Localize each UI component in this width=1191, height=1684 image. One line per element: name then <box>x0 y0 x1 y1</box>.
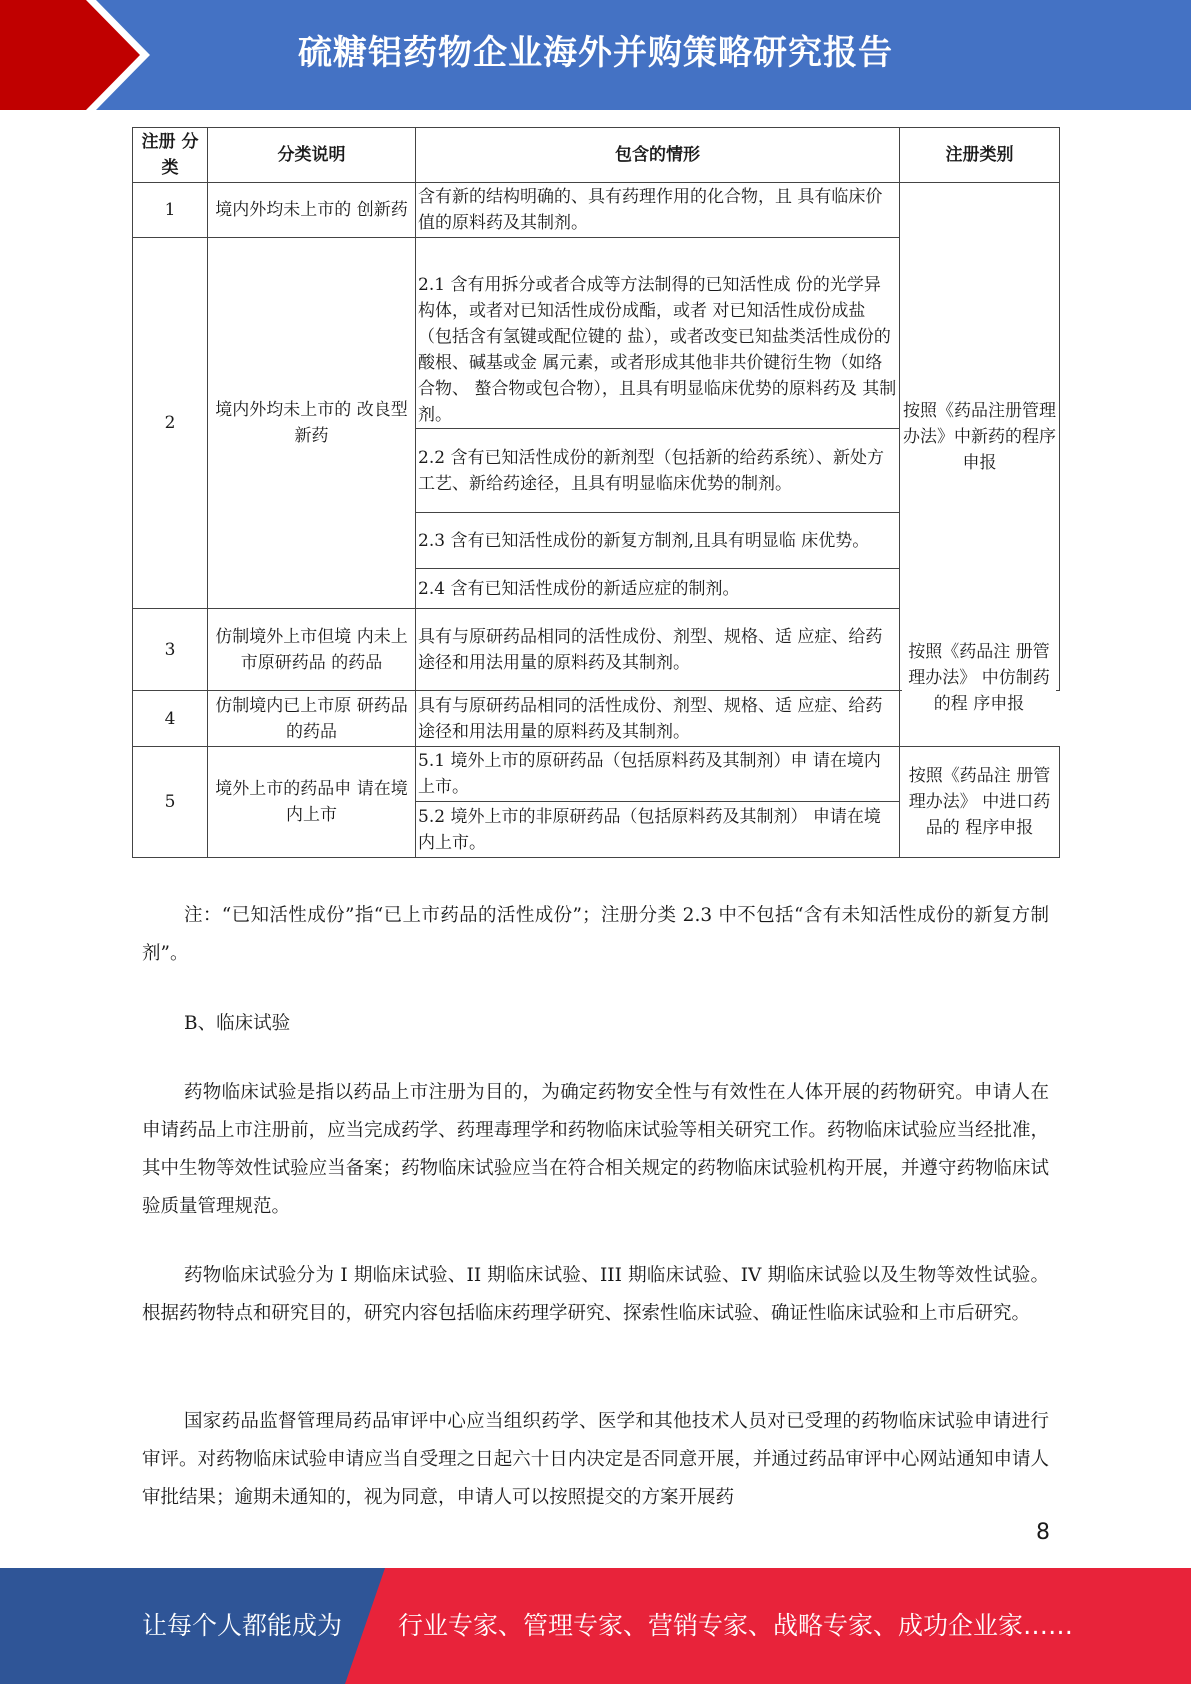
table-row <box>133 747 1060 802</box>
registration-classification-table <box>132 127 1060 858</box>
paragraph: 国家药品监督管理局药品审评中心应当组织药学、医学和其他技术人员对已受理的药物临床试验申请进行审评。对药物临床试验申请应当自受理之日起六十日内决定是否同意开展，并通过药品审评中心网站通知申请人审批结果；逾期未通知的，视为同意，申请人可以按照提交的方案开展药 <box>142 1411 1049 1508</box>
row-description: 境内外均未上市的 改良型新药 <box>208 238 416 609</box>
row-item: 5.2 境外上市的非原研药品（包括原料药及其制剂） 申请在境内上市。 <box>416 802 900 858</box>
table-note: 注：“已知活性成份”指“已上市药品的活性成份”；注册分类 2.3 中不包括“含有未知活性成份的新复方制剂”。 <box>142 905 1049 964</box>
header-cell: 注册类别 <box>900 128 1060 183</box>
page-footer <box>0 1568 1191 1684</box>
header-cell: 分类说明 <box>208 128 416 183</box>
page-header <box>0 0 1191 110</box>
category-cell: 按照《药品注 册管理办法》 中仿制药的程 序申报 <box>902 612 1056 744</box>
row-number: 5 <box>133 747 208 858</box>
row-item: 含有新的结构明确的、具有药理作用的化合物，且 具有临床价值的原料药及其制剂。 <box>416 183 900 238</box>
row-item: 2.4 含有已知活性成份的新适应症的制剂。 <box>416 569 900 609</box>
category-cell: 按照《药品注册管理办法》中新药的程序申报 <box>900 183 1060 691</box>
row-item: 2.2 含有已知活性成份的新剂型（包括新的给药系统）、新处方工艺、新给药途径，且具有明显临床优势的制剂。 <box>416 429 900 513</box>
row-number: 1 <box>133 183 208 238</box>
paragraph: 药物临床试验是指以药品上市注册为目的，为确定药物安全性与有效性在人体开展的药物研究。申请人在申请药品上市注册前，应当完成药学、药理毒理学和药物临床试验等相关研究工作。药物临床试验应当经批准，其中生物等效性试验应当备案；药物临床试验应当在符合相关规定的药物临床试验机构开展，并遵守药物临床试验质量管理规范。 <box>142 1082 1049 1217</box>
footer-slogan-right: 行业专家、管理专家、营销专家、战略专家、成功企业家…… <box>398 1611 1074 1640</box>
row-description: 境内外均未上市的 创新药 <box>208 183 416 238</box>
row-item: 2.3 含有已知活性成份的新复方制剂,且具有明显临 床优势。 <box>416 513 900 569</box>
table-header-row <box>133 128 1060 183</box>
header-cell: 包含的情形 <box>416 128 900 183</box>
report-title: 硫糖铝药物企业海外并购策略研究报告 <box>298 33 893 73</box>
paragraph: 药物临床试验分为 I 期临床试验、II 期临床试验、III 期临床试验、IV 期临床试验以及生物等效性试验。根据药物特点和研究目的，研究内容包括临床药理学研究、探索性临床试验、确证性临床试验和上市后研究。 <box>142 1265 1049 1324</box>
footer-slogan-left: 让每个人都能成为 <box>142 1611 343 1640</box>
row-number: 2 <box>133 238 208 609</box>
row-item: 2.1 含有用拆分或者合成等方法制得的已知活性成 份的光学异构体，或者对已知活性成份成酯，或者 对已知活性成份成盐（包括含有氢键或配位键的 盐），或者改变已知盐类活性成份的酸根、碱基或金 属元素，或者形成其他非共价键衍生物（如络合物、 螯合物或包合物），且具有明显临床优势的原料药及 其制剂。 <box>416 238 900 429</box>
table-row <box>133 183 1060 238</box>
row-number: 4 <box>133 691 208 747</box>
page-number: 8 <box>1036 1520 1050 1545</box>
row-item: 具有与原研药品相同的活性成份、剂型、规格、适 应症、给药途径和用法用量的原料药及其制剂。 <box>416 691 900 747</box>
row-description: 境外上市的药品申 请在境内上市 <box>208 747 416 858</box>
row-item: 具有与原研药品相同的活性成份、剂型、规格、适 应症、给药途径和用法用量的原料药及其制剂。 <box>416 609 900 691</box>
row-description: 仿制境外上市但境 内未上市原研药品 的药品 <box>208 609 416 691</box>
header-cell: 注册 分类 <box>133 128 208 183</box>
row-number: 3 <box>133 609 208 691</box>
row-description: 仿制境内已上市原 研药品的药品 <box>208 691 416 747</box>
row-item: 5.1 境外上市的原研药品（包括原料药及其制剂）申 请在境内上市。 <box>416 747 900 802</box>
category-cell: 按照《药品注 册管理办法》 中进口药品的 程序申报 <box>900 747 1060 858</box>
section-heading: B、临床试验 <box>184 1013 291 1034</box>
